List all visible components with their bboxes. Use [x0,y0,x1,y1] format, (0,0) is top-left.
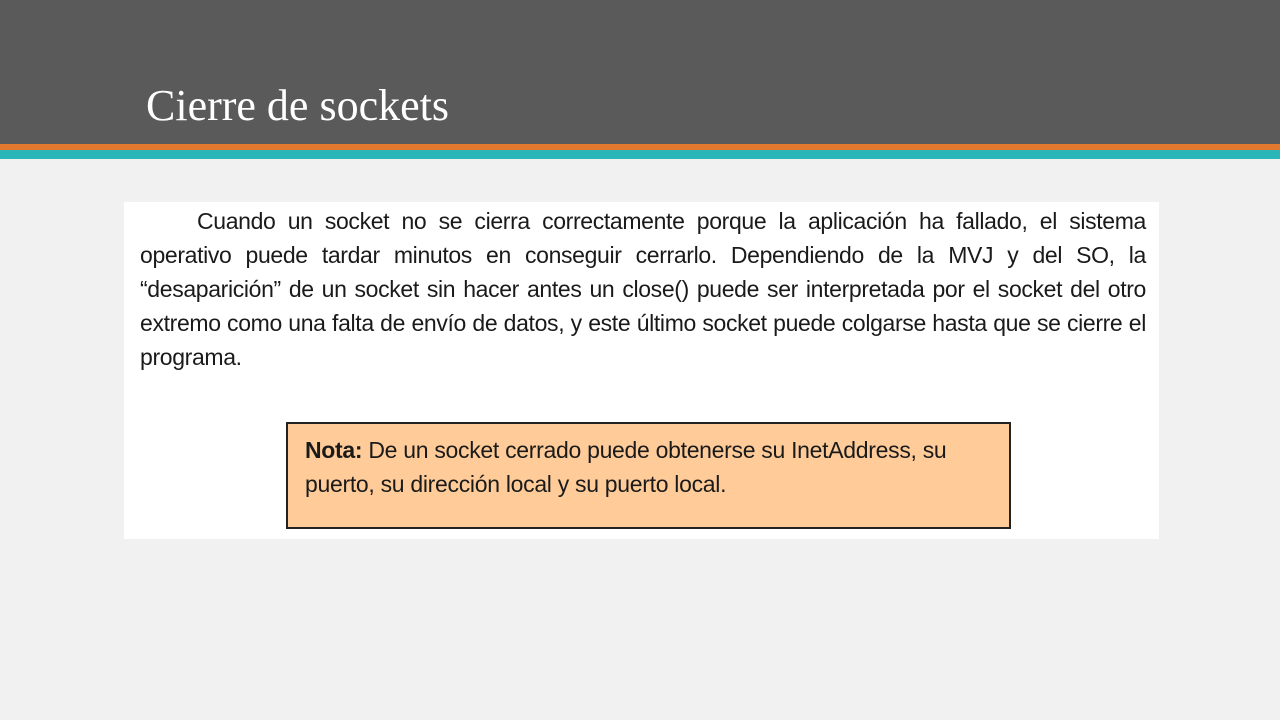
note-body: De un socket cerrado puede obtenerse su InetAddress, su puerto, su dirección local y su puerto local. [305,437,947,497]
content-image [124,202,1159,539]
note-text [305,433,1005,501]
body-paragraph: Cuando un socket no se cierra correctamente porque la aplicación ha fallado, el sistema operativo puede tardar minutos en conseguir cerrarlo. Dependiendo de la MVJ y del SO, la “desaparición” de un socket sin hacer antes un close() puede ser interpretada por el socket del otro extremo como una falta de envío de datos, y este último socket puede colgarse hasta que se cierre el programa. [140,208,1146,370]
note-label: Nota: [305,437,363,463]
slide-title: Cierre de sockets [146,81,449,130]
note-box [286,422,1011,529]
slide-header [0,0,1280,144]
accent-stripe-teal [0,150,1280,159]
